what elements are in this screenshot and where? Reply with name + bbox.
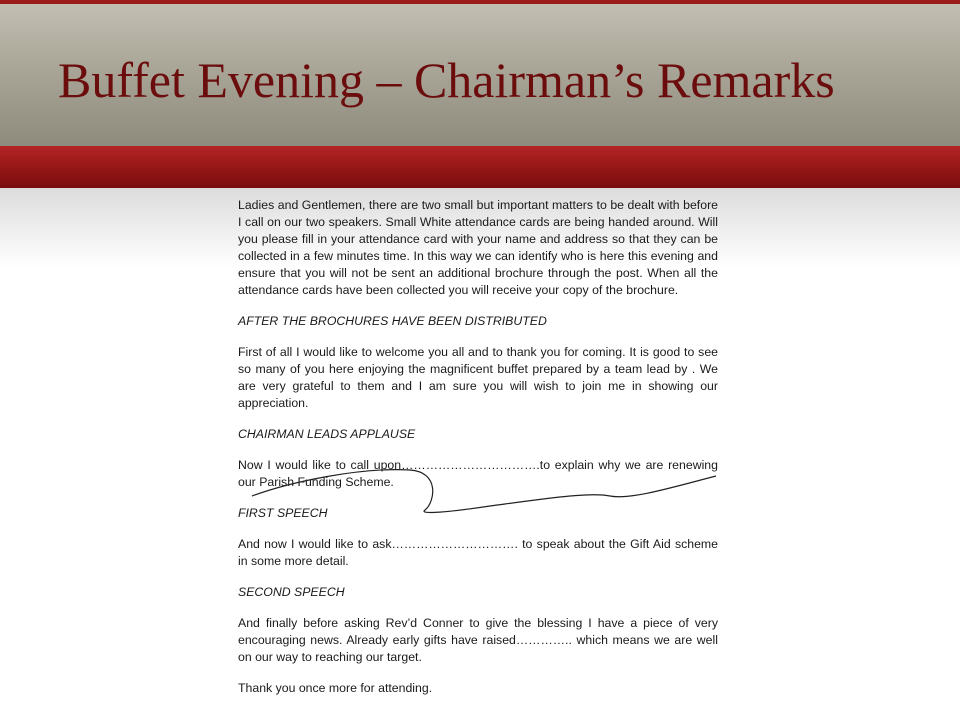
welcome-paragraph: First of all I would like to welcome you all and to thank you for coming. It is good to see so many of you here enjoying the magnificent buffet prepared by a team lead by . We are very grateful to them and I am sure you will wish to join me in showing our appreciation. — [238, 345, 718, 410]
slide-header — [0, 0, 960, 146]
call-upon-paragraph: Now I would like to call upon…………………………….to explain why we are renewing our Parish Funding Scheme. — [238, 458, 718, 489]
thanks-paragraph: Thank you once more for attending. — [238, 681, 433, 695]
heading-second-speech: SECOND SPEECH — [238, 585, 345, 599]
finally-paragraph: And finally before asking Rev’d Conner to give the blessing I have a piece of very encouraging news. Already early gifts have raised………….. which means we are well on our way to reaching our target. — [238, 616, 718, 664]
heading-chairman-applause: CHAIRMAN LEADS APPLAUSE — [238, 427, 416, 441]
heading-first-speech: FIRST SPEECH — [238, 506, 328, 520]
header-red-band — [0, 146, 960, 188]
heading-after-brochures: AFTER THE BROCHURES HAVE BEEN DISTRIBUTED — [238, 314, 547, 328]
slide-title: Buffet Evening – Chairman’s Remarks — [58, 52, 835, 108]
intro-paragraph: Ladies and Gentlemen, there are two small but important matters to be dealt with before I call on our two speakers. Small White attendance cards are being handed around. Will you please fill in your attendance card with your name and address so that they can be collected in a few minutes time. In this way we can identify who is here this evening and ensure that you will not be sent an additional brochure through the post. When all the attendance cards have been collected you will receive your copy of the brochure. — [238, 198, 718, 297]
scanned-document — [238, 197, 718, 711]
ask-paragraph: And now I would like to ask…………………………. to speak about the Gift Aid scheme in some more detail. — [238, 537, 718, 568]
